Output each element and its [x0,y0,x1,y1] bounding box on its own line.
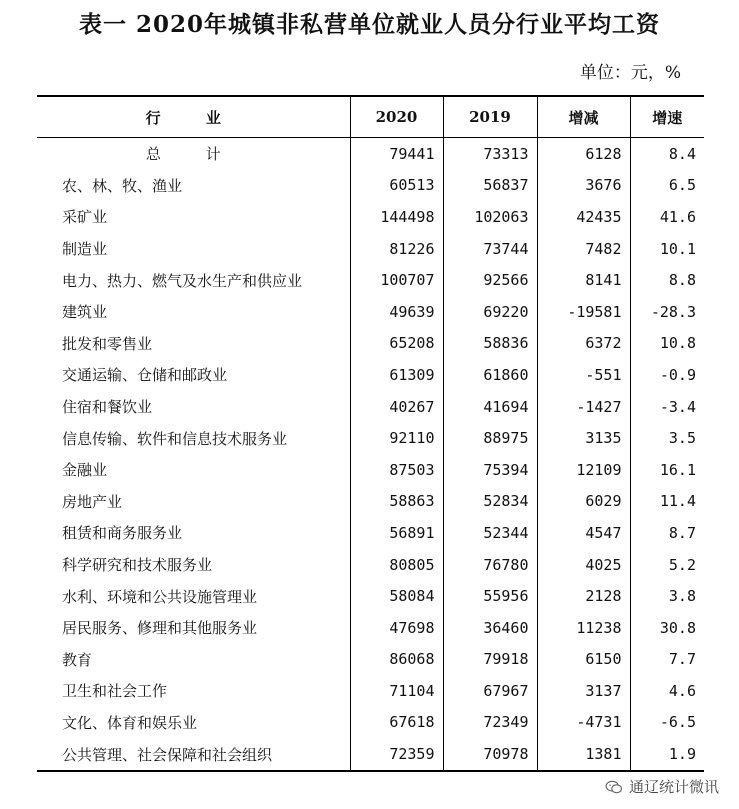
change-cell: -551 [537,359,630,391]
industry-cell: 电力、热力、燃气及水生产和供应业 [37,264,350,296]
header-industry: 行 业 [37,96,350,138]
industry-cell: 住宿和餐饮业 [37,391,350,423]
value-2019-cell: 69220 [443,296,537,328]
wage-table [37,95,704,772]
value-2020-cell: 58084 [350,580,443,612]
value-2020-cell: 60513 [350,170,443,202]
industry-cell: 公共管理、社会保障和社会组织 [37,738,350,771]
industry-cell: 建筑业 [37,296,350,328]
wechat-icon [605,780,623,794]
value-2020-cell: 87503 [350,454,443,486]
value-2020-cell: 86068 [350,644,443,676]
industry-cell: 制造业 [37,233,350,265]
table-row [37,675,704,707]
industry-cell: 租赁和商务服务业 [37,517,350,549]
industry-cell: 卫生和社会工作 [37,675,350,707]
change-cell: 7482 [537,233,630,265]
value-2019-cell: 36460 [443,612,537,644]
value-2020-cell: 71104 [350,675,443,707]
value-2020-cell: 40267 [350,391,443,423]
value-2020-cell: 61309 [350,359,443,391]
change-cell: 6128 [537,138,630,170]
rate-cell: 3.5 [668,429,696,448]
value-2020-cell: 72359 [350,738,443,771]
value-2020-cell: 67618 [350,707,443,739]
table-row [37,707,704,739]
value-2020-cell: 58863 [350,486,443,518]
unit-label: 单位：元，% [579,63,681,83]
value-2019-cell: 102063 [443,201,537,233]
value-2020-cell: 144498 [350,201,443,233]
value-2019-cell: 52344 [443,517,537,549]
table-row [37,201,704,233]
value-2020-cell: 100707 [350,264,443,296]
change-cell: 3676 [537,170,630,202]
table-row [37,549,704,581]
change-cell: 42435 [537,201,630,233]
rate-cell: 6.5 [668,176,696,195]
value-2019-cell: 52834 [443,486,537,518]
change-cell: -19581 [537,296,630,328]
industry-cell: 总 计 [37,138,350,170]
page-title: 表一 2020年城镇非私营单位就业人员分行业平均工资 [78,11,661,38]
change-cell: 6029 [537,486,630,518]
table-header-row [37,96,704,138]
industry-cell: 金融业 [37,454,350,486]
value-2019-cell: 72349 [443,707,537,739]
value-2019-cell: 79918 [443,644,537,676]
industry-cell: 批发和零售业 [37,328,350,360]
table-row [37,233,704,265]
table-row [37,486,704,518]
change-cell: -1427 [537,391,630,423]
rate-cell: 3.8 [668,587,696,606]
header-change: 增减 [537,96,630,138]
rate-cell: 11.4 [659,492,696,511]
rate-cell: 7.7 [668,650,696,669]
watermark-text: 通辽统计微讯 [628,778,719,796]
header-rate: 增速 [630,96,704,138]
rate-cell: 1.9 [630,738,704,771]
table-row [37,580,704,612]
table-row [37,359,704,391]
change-cell: 6372 [537,328,630,360]
change-cell: 4025 [537,549,630,581]
industry-cell: 农、林、牧、渔业 [37,170,350,202]
rate-cell: 8.4 [668,144,696,163]
rate-cell: -0.9 [659,365,696,384]
table-row [37,296,704,328]
industry-cell: 居民服务、修理和其他服务业 [37,612,350,644]
table-row [37,517,704,549]
rate-cell: 10.8 [659,334,696,353]
value-2020-cell: 79441 [350,138,443,170]
value-2020-cell: 56891 [350,517,443,549]
change-cell: 3137 [537,675,630,707]
change-cell: 2128 [537,580,630,612]
value-2019-cell: 73744 [443,233,537,265]
rate-cell: -3.4 [659,397,696,416]
change-cell: 12109 [537,454,630,486]
table-row [37,328,704,360]
table-row [37,454,704,486]
value-2019-cell: 58836 [443,328,537,360]
change-cell: 8141 [537,264,630,296]
watermark [605,776,719,797]
value-2020-cell: 47698 [350,612,443,644]
table-row [37,391,704,423]
rate-cell: -6.5 [659,713,696,732]
change-cell: 1381 [537,738,630,771]
table-row [37,422,704,454]
rate-cell: 4.6 [668,681,696,700]
change-cell: -4731 [537,707,630,739]
value-2020-cell: 92110 [350,422,443,454]
change-cell: 6150 [537,644,630,676]
header-2019: 2019 [443,96,537,138]
value-2019-cell: 61860 [443,359,537,391]
value-2019-cell: 67967 [443,675,537,707]
value-2019-cell: 55956 [443,580,537,612]
value-2019-cell: 92566 [443,264,537,296]
rate-cell: -28.3 [650,302,696,321]
value-2019-cell: 70978 [443,738,537,771]
industry-cell: 房地产业 [37,486,350,518]
value-2019-cell: 75394 [443,454,537,486]
rate-cell: 30.8 [659,618,696,637]
rate-cell: 8.7 [668,523,696,542]
table-row [37,738,704,771]
industry-cell: 科学研究和技术服务业 [37,549,350,581]
value-2020-cell: 80805 [350,549,443,581]
industry-cell: 采矿业 [37,201,350,233]
table-row [37,612,704,644]
change-cell: 11238 [537,612,630,644]
table-row [37,170,704,202]
header-2020: 2020 [350,96,443,138]
rate-cell: 41.6 [659,207,696,226]
value-2019-cell: 76780 [443,549,537,581]
table-row [37,264,704,296]
rate-cell: 8.8 [668,271,696,290]
industry-cell: 信息传输、软件和信息技术服务业 [37,422,350,454]
change-cell: 3135 [537,422,630,454]
value-2019-cell: 56837 [443,170,537,202]
industry-cell: 文化、体育和娱乐业 [37,707,350,739]
rate-cell: 5.2 [668,555,696,574]
table-row [37,644,704,676]
table-row-total [37,138,704,170]
industry-cell: 教育 [37,644,350,676]
value-2019-cell: 88975 [443,422,537,454]
industry-cell: 交通运输、仓储和邮政业 [37,359,350,391]
change-cell: 4547 [537,517,630,549]
value-2020-cell: 65208 [350,328,443,360]
value-2019-cell: 41694 [443,391,537,423]
value-2020-cell: 49639 [350,296,443,328]
rate-cell: 10.1 [659,239,696,258]
industry-cell: 水利、环境和公共设施管理业 [37,580,350,612]
value-2019-cell: 73313 [443,138,537,170]
rate-cell: 16.1 [659,460,696,479]
value-2020-cell: 81226 [350,233,443,265]
